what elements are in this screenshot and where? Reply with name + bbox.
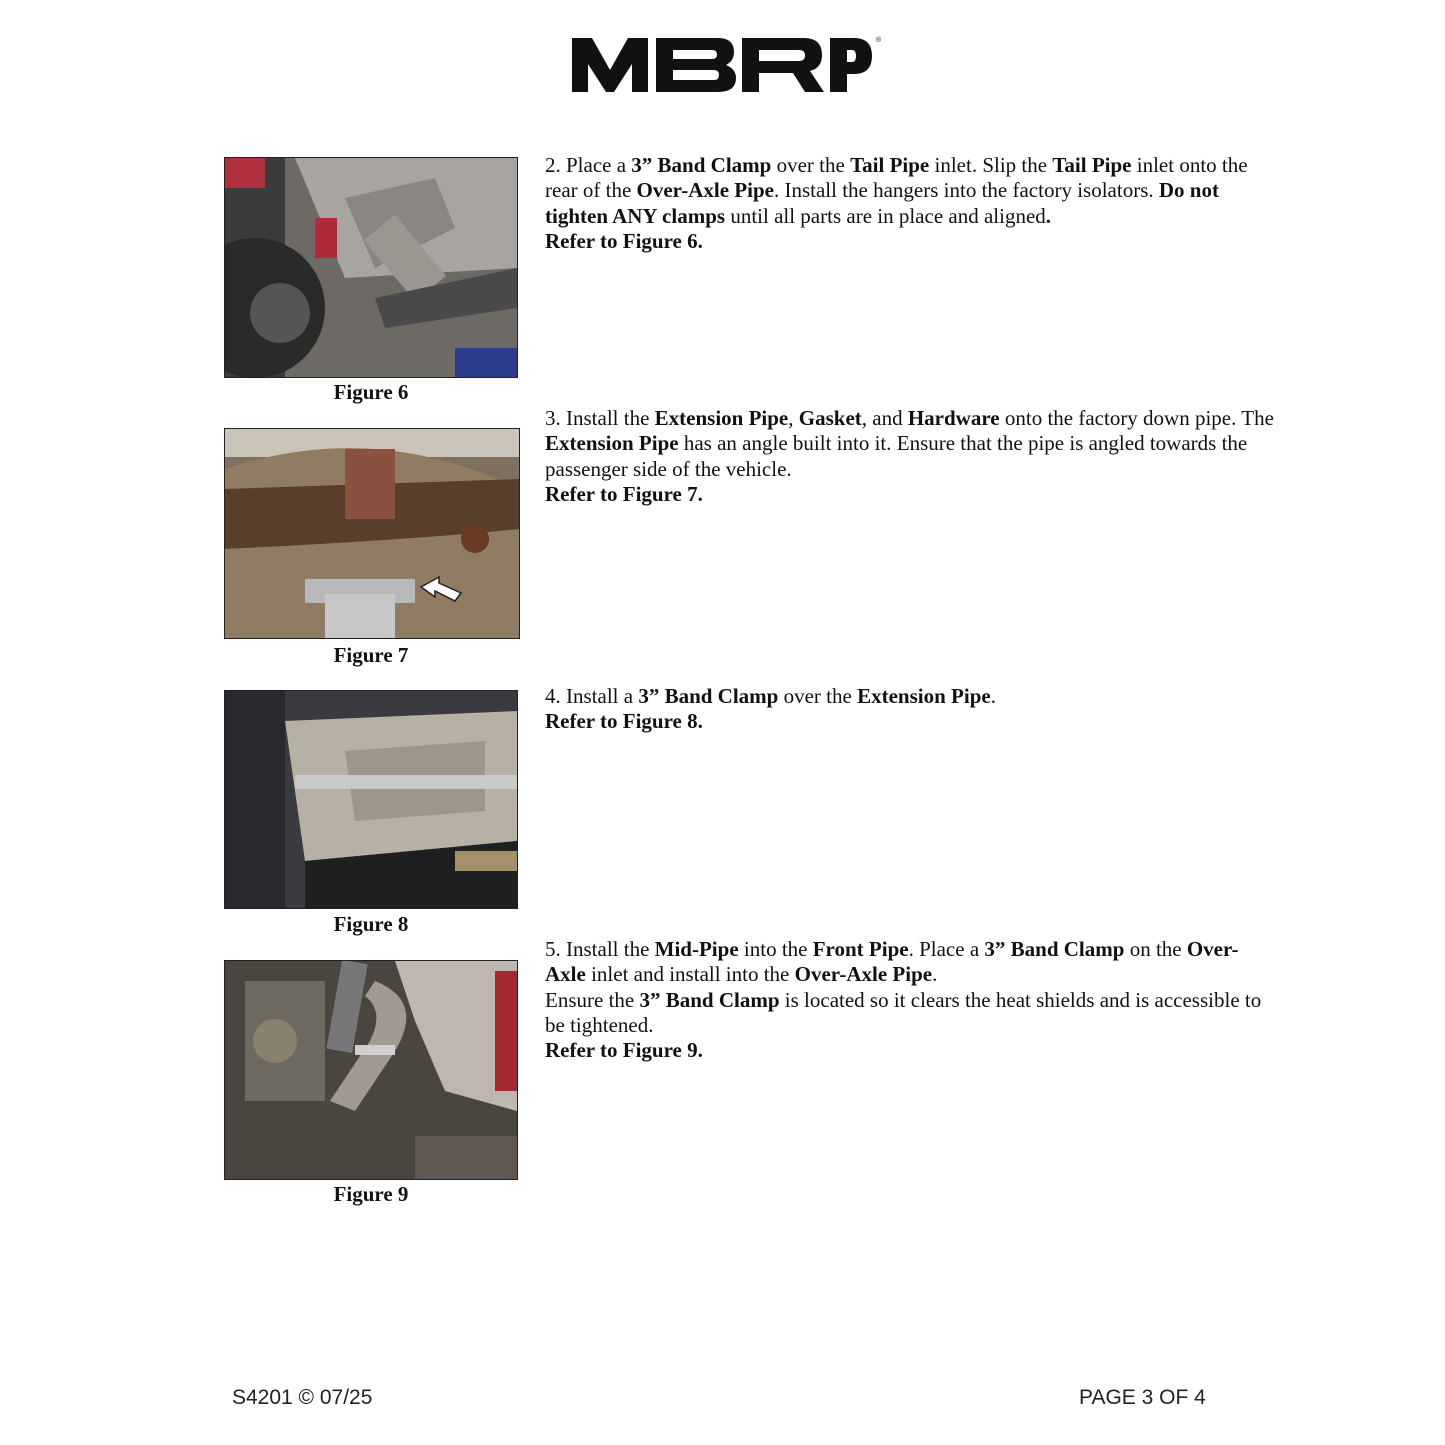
step-segment: over the bbox=[778, 684, 858, 708]
step-segment: . Install the hangers into the factory isolators. bbox=[773, 178, 1159, 203]
step-segment: . bbox=[1045, 203, 1052, 228]
step-segment: . bbox=[990, 684, 996, 708]
step-4-body bbox=[545, 684, 996, 708]
step-segment: 3” Band Clamp bbox=[638, 684, 779, 708]
step-segment: inlet. Slip the bbox=[929, 153, 1053, 177]
step-3-body bbox=[545, 406, 1274, 481]
step-5-refer: Refer to Figure 9. bbox=[545, 1038, 703, 1063]
mbrp-logo bbox=[0, 26, 1445, 106]
figure-8-photo bbox=[224, 690, 518, 909]
step-segment: Mid-Pipe bbox=[654, 937, 739, 961]
step-4-refer: Refer to Figure 8. bbox=[545, 709, 703, 734]
footer-page-number: PAGE 3 OF 4 bbox=[1079, 1386, 1206, 1409]
step-segment: over the bbox=[771, 153, 851, 177]
step-segment: Ensure the bbox=[545, 987, 640, 1012]
figure-6-photo bbox=[224, 157, 518, 378]
figure-6-caption: Figure 6 bbox=[333, 380, 409, 404]
figure-7-photo bbox=[224, 428, 520, 639]
step-segment: Do not tighten ANY clamps bbox=[545, 178, 1219, 228]
step-segment: . Place a bbox=[908, 937, 985, 961]
step-segment: 4. Install a bbox=[545, 684, 639, 708]
step-segment: 3. Install the bbox=[545, 406, 655, 430]
step-segment: Tail Pipe bbox=[1052, 153, 1132, 177]
step-segment: Gasket bbox=[798, 406, 862, 430]
step-segment: 3” Band Clamp bbox=[639, 987, 780, 1012]
figure-8-caption: Figure 8 bbox=[333, 912, 409, 936]
step-segment: until all parts are in place and aligned bbox=[725, 203, 1046, 228]
step-4-text bbox=[545, 684, 1275, 735]
step-3-text bbox=[545, 406, 1275, 507]
step-segment: Over-Axle Pipe bbox=[794, 962, 933, 987]
step-segment: has an angle built into it. Ensure that the pipe is angled towards the passenger side of the vehicle. bbox=[545, 431, 1248, 481]
step-segment: Over-Axle Pipe bbox=[636, 178, 774, 203]
step-segment: Hardware bbox=[907, 406, 1000, 430]
step-segment: Extension Pipe bbox=[545, 431, 679, 456]
step-segment: 3” Band Clamp bbox=[631, 153, 772, 177]
step-segment: is located so it clears the heat shields and is accessible to be tightened. bbox=[545, 987, 1262, 1037]
figure-9-caption: Figure 9 bbox=[333, 1182, 409, 1206]
step-segment: Extension Pipe bbox=[857, 684, 991, 708]
step-2-refer: Refer to Figure 6. bbox=[545, 228, 703, 253]
footer-doc-code: S4201 © 07/25 bbox=[232, 1386, 373, 1409]
step-segment: , and bbox=[861, 406, 908, 430]
step-segment: 3” Band Clamp bbox=[984, 937, 1125, 961]
step-segment: Over-Axle bbox=[545, 937, 1239, 987]
step-3-refer: Refer to Figure 7. bbox=[545, 481, 703, 506]
step-segment: on the bbox=[1124, 937, 1187, 961]
registered-mark: ® bbox=[876, 37, 882, 44]
step-2-text bbox=[545, 153, 1275, 254]
figure-9-photo bbox=[224, 960, 518, 1180]
step-segment: Extension Pipe bbox=[654, 406, 789, 430]
step-segment: onto the factory down pipe. The bbox=[999, 406, 1274, 430]
step-segment: into the bbox=[738, 937, 813, 961]
step-segment: inlet and install into the bbox=[585, 962, 795, 987]
step-segment: 2. Place a bbox=[545, 153, 632, 177]
step-segment: Front Pipe bbox=[812, 937, 909, 961]
figure-7-caption: Figure 7 bbox=[333, 643, 409, 667]
step-segment: . bbox=[932, 962, 938, 987]
step-segment: inlet onto the rear of the bbox=[545, 153, 1248, 203]
step-5-text bbox=[545, 937, 1275, 1063]
step-segment: Tail Pipe bbox=[850, 153, 930, 177]
step-segment: , bbox=[788, 406, 799, 430]
step-2-body bbox=[545, 153, 1248, 228]
step-segment: 5. Install the bbox=[545, 937, 655, 961]
step-5-body bbox=[545, 937, 1261, 1037]
